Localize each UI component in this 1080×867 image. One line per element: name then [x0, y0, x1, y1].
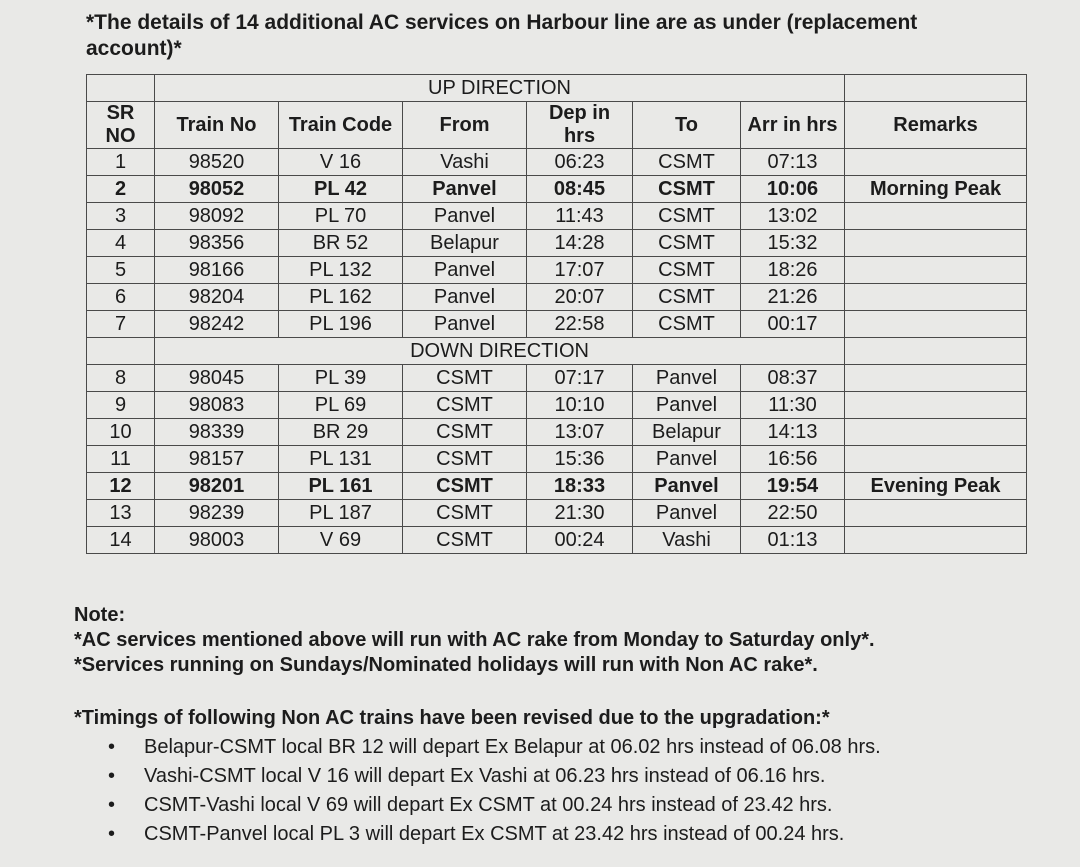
revised-timings-title: *Timings of following Non AC trains have been revised due to the upgradation:*	[74, 707, 830, 729]
empty-cell	[845, 338, 1027, 365]
cell-arr: 14:13	[741, 419, 845, 446]
cell-remarks	[845, 149, 1027, 176]
cell-sr-no: 13	[87, 500, 155, 527]
cell-train-no: 98239	[155, 500, 279, 527]
cell-to: CSMT	[633, 284, 741, 311]
cell-arr: 07:13	[741, 149, 845, 176]
cell-sr-no: 7	[87, 311, 155, 338]
cell-train-no: 98003	[155, 527, 279, 554]
note-section	[74, 603, 1034, 678]
cell-sr-no: 1	[87, 149, 155, 176]
cell-train-code: PL 70	[279, 203, 403, 230]
header-to: To	[633, 102, 741, 149]
cell-sr-no: 11	[87, 446, 155, 473]
cell-to: CSMT	[633, 149, 741, 176]
cell-from: CSMT	[403, 500, 527, 527]
cell-sr-no: 2	[87, 176, 155, 203]
cell-train-code: PL 161	[279, 473, 403, 500]
cell-remarks: Morning Peak	[845, 176, 1027, 203]
cell-from: CSMT	[403, 419, 527, 446]
cell-to: CSMT	[633, 176, 741, 203]
cell-train-no: 98092	[155, 203, 279, 230]
header-arr: Arr in hrs	[741, 102, 845, 149]
cell-from: CSMT	[403, 473, 527, 500]
cell-train-no: 98204	[155, 284, 279, 311]
cell-arr: 16:56	[741, 446, 845, 473]
cell-from: Panvel	[403, 176, 527, 203]
note-line: *Services running on Sundays/Nominated holidays will run with Non AC rake*.	[74, 654, 818, 676]
list-item-text: Vashi-CSMT local V 16 will depart Ex Vashi at 06.23 hrs instead of 06.16 hrs.	[144, 765, 826, 787]
table-row	[87, 419, 1027, 446]
cell-dep: 17:07	[527, 257, 633, 284]
cell-train-no: 98242	[155, 311, 279, 338]
cell-train-code: PL 39	[279, 365, 403, 392]
header-dep: Dep in hrs	[527, 102, 633, 149]
cell-remarks	[845, 500, 1027, 527]
cell-arr: 00:17	[741, 311, 845, 338]
cell-from: Panvel	[403, 311, 527, 338]
cell-remarks	[845, 230, 1027, 257]
cell-sr-no: 12	[87, 473, 155, 500]
up-direction-label: UP DIRECTION	[155, 75, 845, 102]
cell-arr: 13:02	[741, 203, 845, 230]
cell-train-no: 98052	[155, 176, 279, 203]
table-row	[87, 311, 1027, 338]
cell-remarks: Evening Peak	[845, 473, 1027, 500]
cell-to: Panvel	[633, 392, 741, 419]
cell-train-no: 98339	[155, 419, 279, 446]
cell-dep: 15:36	[527, 446, 633, 473]
cell-train-code: PL 162	[279, 284, 403, 311]
cell-train-code: PL 42	[279, 176, 403, 203]
cell-dep: 13:07	[527, 419, 633, 446]
list-item-text: CSMT-Panvel local PL 3 will depart Ex CSMT at 23.42 hrs instead of 00.24 hrs.	[144, 823, 845, 845]
cell-dep: 20:07	[527, 284, 633, 311]
cell-sr-no: 5	[87, 257, 155, 284]
cell-train-code: PL 187	[279, 500, 403, 527]
cell-train-no: 98520	[155, 149, 279, 176]
note-line: *AC services mentioned above will run with AC rake from Monday to Saturday only*.	[74, 629, 875, 651]
cell-to: CSMT	[633, 257, 741, 284]
cell-sr-no: 6	[87, 284, 155, 311]
list-item-text: Belapur-CSMT local BR 12 will depart Ex Belapur at 06.02 hrs instead of 06.08 hrs.	[144, 736, 881, 758]
revised-timings-list	[74, 733, 1034, 849]
bullet-icon: •	[108, 823, 116, 845]
cell-from: Panvel	[403, 284, 527, 311]
cell-arr: 21:26	[741, 284, 845, 311]
cell-remarks	[845, 392, 1027, 419]
cell-arr: 19:54	[741, 473, 845, 500]
cell-remarks	[845, 257, 1027, 284]
table-row	[87, 527, 1027, 554]
cell-remarks	[845, 284, 1027, 311]
cell-remarks	[845, 311, 1027, 338]
cell-dep: 07:17	[527, 365, 633, 392]
cell-to: Panvel	[633, 500, 741, 527]
bullet-icon: •	[108, 765, 116, 787]
up-direction-row	[87, 75, 1027, 102]
cell-to: Vashi	[633, 527, 741, 554]
cell-dep: 08:45	[527, 176, 633, 203]
cell-sr-no: 9	[87, 392, 155, 419]
header-train-code: Train Code	[279, 102, 403, 149]
list-item	[108, 762, 1034, 791]
cell-train-no: 98157	[155, 446, 279, 473]
empty-cell	[87, 338, 155, 365]
cell-remarks	[845, 203, 1027, 230]
note-title: Note:	[74, 604, 126, 626]
cell-train-code: PL 69	[279, 392, 403, 419]
header-row	[87, 102, 1027, 149]
ac-services-table	[86, 74, 1027, 554]
cell-dep: 00:24	[527, 527, 633, 554]
cell-remarks	[845, 527, 1027, 554]
cell-arr: 01:13	[741, 527, 845, 554]
cell-arr: 08:37	[741, 365, 845, 392]
cell-from: Vashi	[403, 149, 527, 176]
cell-from: Belapur	[403, 230, 527, 257]
cell-arr: 15:32	[741, 230, 845, 257]
cell-dep: 06:23	[527, 149, 633, 176]
bullet-icon: •	[108, 736, 116, 758]
table-row	[87, 500, 1027, 527]
down-direction-row	[87, 338, 1027, 365]
cell-train-no: 98045	[155, 365, 279, 392]
cell-to: Panvel	[633, 473, 741, 500]
table-row	[87, 446, 1027, 473]
cell-dep: 14:28	[527, 230, 633, 257]
table-row	[87, 284, 1027, 311]
cell-dep: 11:43	[527, 203, 633, 230]
cell-sr-no: 4	[87, 230, 155, 257]
cell-remarks	[845, 365, 1027, 392]
header-remarks: Remarks	[845, 102, 1027, 149]
cell-train-code: PL 196	[279, 311, 403, 338]
list-item	[108, 733, 1034, 762]
list-item	[108, 820, 1034, 849]
cell-train-code: BR 29	[279, 419, 403, 446]
cell-train-no: 98356	[155, 230, 279, 257]
table-row	[87, 473, 1027, 500]
table-row	[87, 230, 1027, 257]
cell-arr: 18:26	[741, 257, 845, 284]
table-row	[87, 392, 1027, 419]
cell-train-code: V 16	[279, 149, 403, 176]
cell-to: Panvel	[633, 365, 741, 392]
cell-from: CSMT	[403, 446, 527, 473]
cell-train-code: PL 131	[279, 446, 403, 473]
cell-to: CSMT	[633, 230, 741, 257]
cell-sr-no: 10	[87, 419, 155, 446]
cell-train-code: V 69	[279, 527, 403, 554]
cell-arr: 22:50	[741, 500, 845, 527]
cell-dep: 21:30	[527, 500, 633, 527]
cell-train-code: BR 52	[279, 230, 403, 257]
document-heading: *The details of 14 additional AC services on Harbour line are as under (replacement account)*	[86, 11, 918, 60]
cell-from: Panvel	[403, 257, 527, 284]
cell-from: CSMT	[403, 392, 527, 419]
table-row	[87, 203, 1027, 230]
cell-dep: 10:10	[527, 392, 633, 419]
cell-sr-no: 3	[87, 203, 155, 230]
table-row	[87, 257, 1027, 284]
header-train-no: Train No	[155, 102, 279, 149]
cell-train-no: 98166	[155, 257, 279, 284]
cell-arr: 11:30	[741, 392, 845, 419]
cell-dep: 18:33	[527, 473, 633, 500]
cell-train-code: PL 132	[279, 257, 403, 284]
list-item-text: CSMT-Vashi local V 69 will depart Ex CSMT at 00.24 hrs instead of 23.42 hrs.	[144, 794, 833, 816]
list-item	[108, 791, 1034, 820]
cell-to: CSMT	[633, 311, 741, 338]
cell-sr-no: 14	[87, 527, 155, 554]
table-row	[87, 149, 1027, 176]
cell-train-no: 98201	[155, 473, 279, 500]
cell-from: CSMT	[403, 527, 527, 554]
header-from: From	[403, 102, 527, 149]
cell-arr: 10:06	[741, 176, 845, 203]
revised-timings-section	[74, 704, 1034, 849]
table-row	[87, 176, 1027, 203]
cell-to: Belapur	[633, 419, 741, 446]
down-direction-label: DOWN DIRECTION	[155, 338, 845, 365]
cell-from: CSMT	[403, 365, 527, 392]
cell-sr-no: 8	[87, 365, 155, 392]
cell-to: CSMT	[633, 203, 741, 230]
cell-from: Panvel	[403, 203, 527, 230]
cell-remarks	[845, 446, 1027, 473]
bullet-icon: •	[108, 794, 116, 816]
cell-remarks	[845, 419, 1027, 446]
header-sr-no: SR NO	[87, 102, 155, 149]
table-row	[87, 365, 1027, 392]
cell-to: Panvel	[633, 446, 741, 473]
cell-train-no: 98083	[155, 392, 279, 419]
cell-dep: 22:58	[527, 311, 633, 338]
